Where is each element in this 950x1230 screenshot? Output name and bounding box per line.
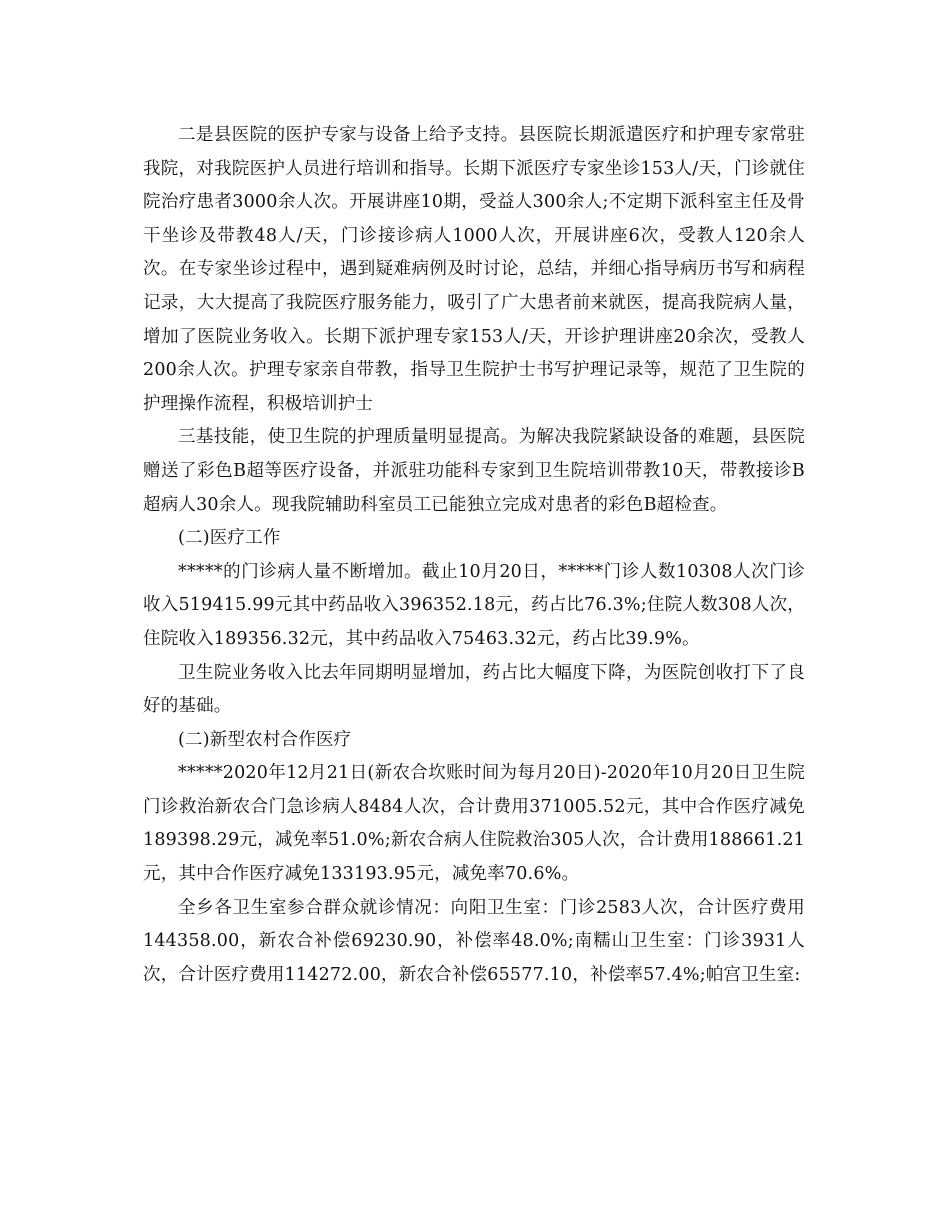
paragraph-county-hospital-support: 二是县医院的医护专家与设备上给予支持。县医院长期派遣医疗和护理专家常驻我院，对我院医护人员进行培训和指导。长期下派医疗专家坐诊153人/天，门诊就住院治疗患者3000余人次。开展讲座10期，受益人300余人;不定期下派科室主任及骨干坐诊及带教48人/天，门诊接诊病人1000人次，开展讲座6次，受教人120余人次。在专家坐诊过程中，遇到疑难病例及时讨论，总结，并细心指导病历书写和病程记录，大大提高了我院医疗服务能力，吸引了广大患者前来就医，提高我院病人量，增加了医院业务收入。长期下派护理专家153人/天，开诊护理讲座20余次，受教人200余人次。护理专家亲自带教，指导卫生院护士书写护理记录等，规范了卫生院的护理操作流程，积极培训护士 (143, 125, 805, 414)
paragraph-cooperative-stats: *****2020年12月21日(新农合坎账时间为每月20日)-2020年10月20日卫生院门诊救治新农合门急诊病人8484人次，合计费用371005.52元，其中合作医疗减免189398.29元，减免率51.0%;新农合病人住院救治305人次，合计费用188661.21元，其中合作医疗减免133193.95元，减免率70.6%。 (143, 763, 805, 885)
paragraph-clinic-stats: 全乡各卫生室参合群众就诊情况：向阳卫生室：门诊2583人次，合计医疗费用144358.00，新农合补偿69230.90，补偿率48.0%;南糯山卫生室：门诊3931人次，合计医疗费用114272.00，新农合补偿65577.10，补偿率57.4%;帕宫卫生室: (143, 897, 805, 985)
section-heading-medical-work: (二)医疗工作 (178, 528, 281, 549)
paragraph-revenue-summary: 卫生院业务收入比去年同期明显增加，药占比大幅度下降，为医院创收打下了良好的基础。 (143, 662, 805, 717)
paragraph-outpatient-stats: *****的门诊病人量不断增加。截止10月20日，*****门诊人数10308人次门诊收入519415.99元其中药品收入396352.18元，药占比76.3%;住院人数308人次，住院收入189356.32元，其中药品收入75463.32元，药占比39.9%。 (143, 561, 805, 649)
document-body (143, 119, 805, 992)
paragraph-nursing-skills: 三基技能，使卫生院的护理质量明显提高。为解决我院紧缺设备的难题，县医院赠送了彩色B超等医疗设备，并派驻功能科专家到卫生院培训带教10天，带教接诊B超病人30余人。现我院辅助科室员工已能独立完成对患者的彩色B超检查。 (143, 427, 805, 515)
section-heading-rural-cooperative: (二)新型农村合作医疗 (178, 729, 352, 750)
